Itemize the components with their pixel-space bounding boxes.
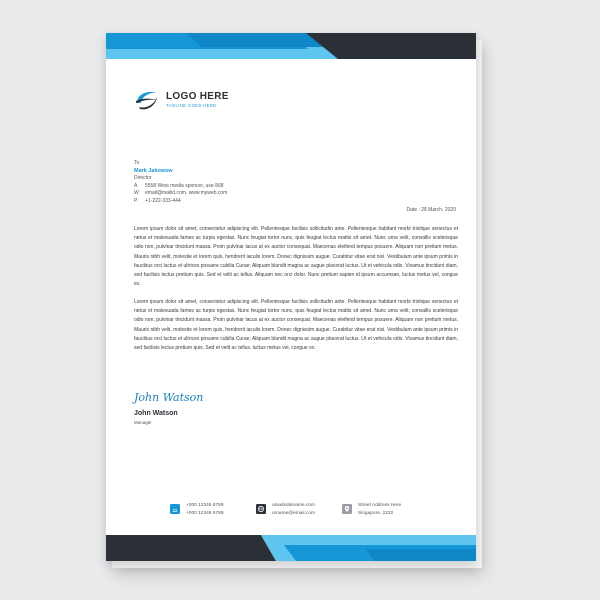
- footer-street: Street Address Here: [358, 503, 402, 508]
- signatory-name: John Watson: [134, 410, 178, 417]
- address-key: A: [134, 182, 138, 189]
- company-logo: [134, 89, 254, 119]
- logo-name: LOGO HERE: [166, 91, 229, 102]
- footer-city: Singapore, 2222: [358, 511, 394, 516]
- phone-key: P: [134, 197, 138, 204]
- recipient-web-row: [134, 190, 334, 198]
- recipient-title: Director: [134, 175, 152, 181]
- recipient-address-row: [134, 183, 334, 191]
- footer-email: urname@email.com: [272, 511, 315, 516]
- globe-icon: [256, 504, 266, 514]
- logo-tagline: TAGLINE GOES HERE: [166, 103, 217, 108]
- body-paragraph: Lorem ipsum dolor sit amet, consectetur adipiscing elit. Pellentesque facilisis sollicitudin ante. Pellentesque habitant morbi tristique senectus et netus et malesuada fames ac turpis egestas. Nunc feugiat tortor nunc, quis feugiat lectus mattis sit amet. Nunc urna velit, convallis scelerisque odio non, pulvinar tincidunt massa. Proin pulvinar lacus at ex auctor consequat. Maecenas eleifend tempus posuere. Aliquam non pretium metus. Mauris nibh velit, molestie et lorem quis, hendrerit iaculis lorem. Donec dignissim augue. Curabitur vitae erat nisi. Vestibulum ante ipsum primis in faucibus orci luctus et ultrices posuere cubilia Curae; Aliquam blandit magna ac augue placerat luctus. Ut et vehicula odio. Vivamus tincidunt diam, sed facilisis lectus pretium quis. Sed et velit ac tellus. luctus metus vel, congue ex.: [134, 299, 458, 352]
- footer-phone-1: +000 12345 6789: [186, 503, 224, 508]
- recipient-address: 5558 West media sponcer, use-568: [145, 182, 224, 189]
- body-paragraph: Lorem ipsum dolor sit amet, consectetur adipiscing elit. Pellentesque facilisis sollicitudin ante. Pellentesque habitant morbi tristique senectus et netus et malesuada fames ac turpis egestas. Nunc feugiat tortor nunc, quis feugiat lectus mattis sit amet. Nunc urna velit, convallis scelerisque odio non, pulvinar tincidunt massa. Proin pulvinar lacus at ex auctor consequat. Maecenas eleifend tempus posuere. Aliquam non pretium metus. Mauris nibh velit, molestie et lorem quis, hendrerit iaculis lorem. Donec dignissim augue. Curabitur vitae erat nisi. Vestibulum ante ipsum primis in faucibus orci luctus et ultrices posuere cubilia Curae; Aliquam blandit magna ac augue placerat luctus. Ut et vehicula odio. Vivamus tincidunt diam, sed facilisis lectus pretium quis. Sed et velit ac tellus. Aliquam nec orci dolor. Nunc pretium sapien id ipsum accumsan, luctus metus vel, congue ex.: [134, 226, 458, 288]
- recipient-phone-row: [134, 198, 334, 206]
- signatory-role: Manager: [134, 420, 152, 425]
- bottom-decorative-band: [106, 535, 476, 561]
- web-key: W: [134, 190, 139, 196]
- recipient-web: email@mailid.com, www.myweb.com: [145, 190, 228, 196]
- footer-phone-2: +000 12345 6789: [186, 511, 224, 516]
- footer-contacts: [170, 501, 460, 523]
- to-label: To: [134, 160, 140, 166]
- letter-date: Date : 28 March, 2020: [406, 207, 456, 213]
- recipient-block: [134, 160, 334, 205]
- letterhead-page: [106, 33, 476, 561]
- location-pin-icon: [342, 504, 352, 514]
- top-decorative-band: [106, 33, 476, 59]
- logo-swoosh-icon: [134, 89, 160, 113]
- footer-website: urwebsitename.com: [272, 503, 315, 508]
- recipient-name: Mark Jakowsw: [134, 167, 173, 174]
- handwritten-signature: John Watson: [134, 391, 204, 404]
- recipient-phone: +1-222-333-444: [145, 197, 181, 204]
- phone-icon: [170, 504, 180, 514]
